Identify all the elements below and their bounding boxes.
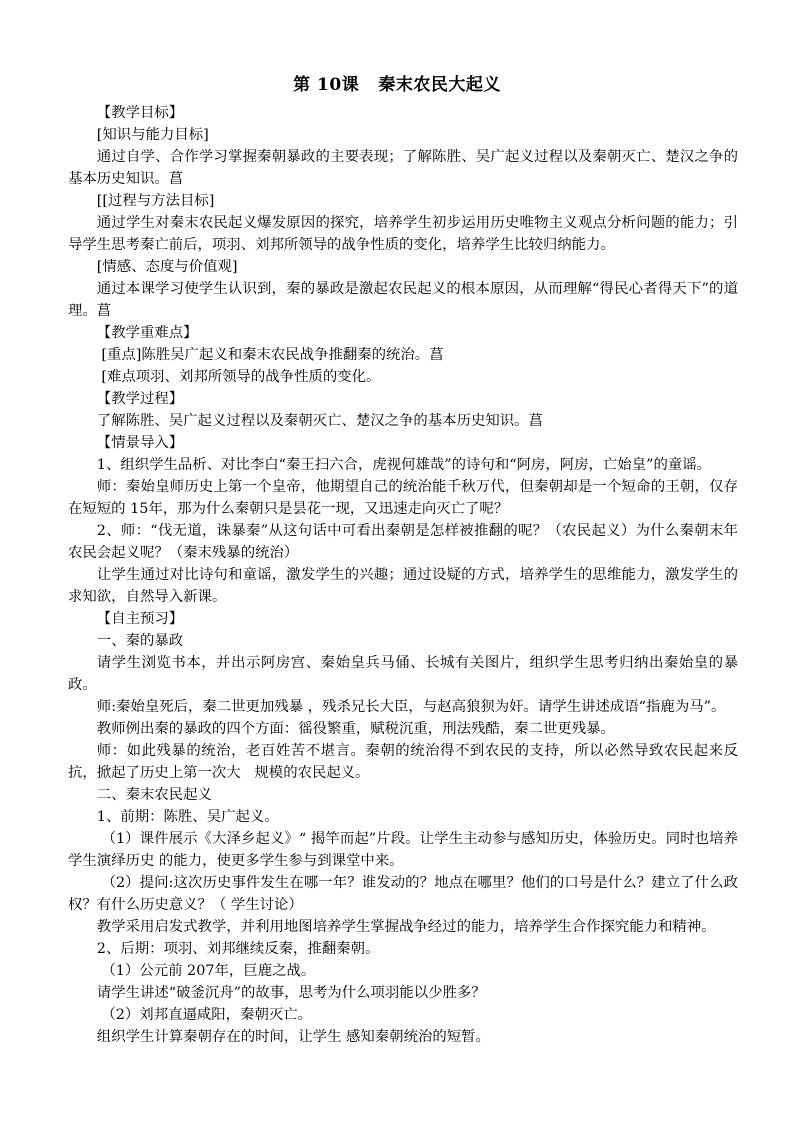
paragraph: （2）刘邦直逼咸阳，秦朝灭亡。 xyxy=(96,1007,313,1023)
paragraph: 【自主预习】 xyxy=(96,611,184,627)
paragraph: 【情景导入】 xyxy=(96,435,184,451)
paragraph: 教学采用启发式教学，并利用地图培养学生掌握战争经过的能力，培养学生合作探究能力和精神。 xyxy=(96,919,716,935)
paragraph: 【教学过程】 xyxy=(96,391,184,407)
paragraph: 师:秦始皇死后，秦二世更加残暴 ，残杀兄长大臣，与赵高狼狈为奸。请学生讲述成语“指鹿为马”。 xyxy=(96,699,726,715)
paragraph: 请学生浏览书本，并出示阿房宫、秦始皇兵马俑、长城有关图片，组织学生思考归纳出秦始皇的暴政。 xyxy=(68,655,738,693)
paragraph: 1、组织学生品析、对比李白“秦王扫六合，虎视何雄哉”的诗句和“阿房，阿房，亡始皇”的童谣。 xyxy=(96,457,712,473)
paragraph: 师：秦始皇师历史上第一个皇帝，他期望自己的统治能千秋万代，但秦朝却是一个短命的王朝，仅存在短短的 15年，那为什么秦朝只是昙花一现，又迅速走向灭亡了呢？ xyxy=(68,479,738,517)
paragraph: 组织学生计算秦朝存在的时间，让学生 感知秦朝统治的短暂。 xyxy=(96,1029,490,1045)
paragraph: [难点项羽、刘邦所领导的战争性质的变化。 xyxy=(96,369,381,385)
paragraph: 2、后期：项羽、刘邦继续反秦，推翻秦朝。 xyxy=(96,941,380,957)
lesson-title: 第 10课 秦末农民大起义 xyxy=(293,75,501,95)
paragraph: 二、秦末农民起义 xyxy=(96,787,212,803)
paragraph: [重点]陈胜吴广起义和秦末农民战争推翻秦的统治。菖 xyxy=(96,347,444,363)
paragraph: 【教学目标】 xyxy=(96,105,184,121)
paragraph: （1）公元前 207年，巨鹿之战。 xyxy=(96,963,316,979)
paragraph: 通过本课学习使学生认识到，秦的暴政是激起农民起义的根本原因，从而理解“得民心者得天下”的道理。菖 xyxy=(68,281,738,319)
paragraph: 教师例出秦的暴政的四个方面：徭役繁重，赋税沉重，刑法残酷，秦二世更残暴。 xyxy=(96,721,615,737)
paragraph: 1、前期：陈胜、吴广起义。 xyxy=(96,809,279,825)
paragraph: 请学生讲述“破釜沉舟”的故事，思考为什么项羽能以少胜多？ xyxy=(96,985,486,1001)
document-body xyxy=(68,102,738,1048)
paragraph: 通过学生对秦末农民起义爆发原因的探究，培养学生初步运用历史唯物主义观点分析问题的能力；引导学生思考秦亡前后，项羽、刘邦所领导的战争性质的变化，培养学生比较归纳能力。 xyxy=(68,215,738,253)
paragraph: 【教学重难点】 xyxy=(96,325,198,341)
paragraph: （2）提问:这次历史事件发生在哪一年？谁发动的？地点在哪里？他们的口号是什么？建立了什么政权？有什么历史意义？（ 学生讨论） xyxy=(68,875,739,913)
paragraph: 一、秦的暴政 xyxy=(96,633,184,649)
paragraph: 2、师：“伐无道，诛暴秦”从这句话中可看出秦朝是怎样被推翻的呢？（农民起义）为什么秦朝末年农民会起义呢？（秦末残暴的统治） xyxy=(68,523,738,561)
paragraph: 了解陈胜、吴广起义过程以及秦朝灭亡、楚汉之争的基本历史知识。菖 xyxy=(96,413,543,429)
paragraph: [情感、态度与价值观] xyxy=(96,259,238,275)
paragraph: （1）课件展示《大泽乡起义》“ 揭竿而起”片段。让学生主动参与感知历史，体验历史。同时也培养学生演绎历史 的能力，使更多学生参与到课堂中来。 xyxy=(68,831,739,869)
paragraph: 通过自学、合作学习掌握秦朝暴政的主要表现；了解陈胜、吴广起义过程以及秦朝灭亡、楚汉之争的基本历史知识。菖 xyxy=(68,149,738,187)
paragraph: [知识与能力目标] xyxy=(96,127,209,143)
paragraph: [[过程与方法目标] xyxy=(96,193,215,209)
paragraph: 让学生通过对比诗句和童谣，激发学生的兴趣；通过设疑的方式，培养学生的思维能力，激发学生的求知欲，自然导入新课。 xyxy=(68,567,738,605)
paragraph: 师：如此残暴的统治，老百姓苦不堪言。秦朝的统治得不到农民的支持，所以必然导致农民起来反抗，掀起了历史上第一次大 规模的农民起义。 xyxy=(68,743,738,781)
